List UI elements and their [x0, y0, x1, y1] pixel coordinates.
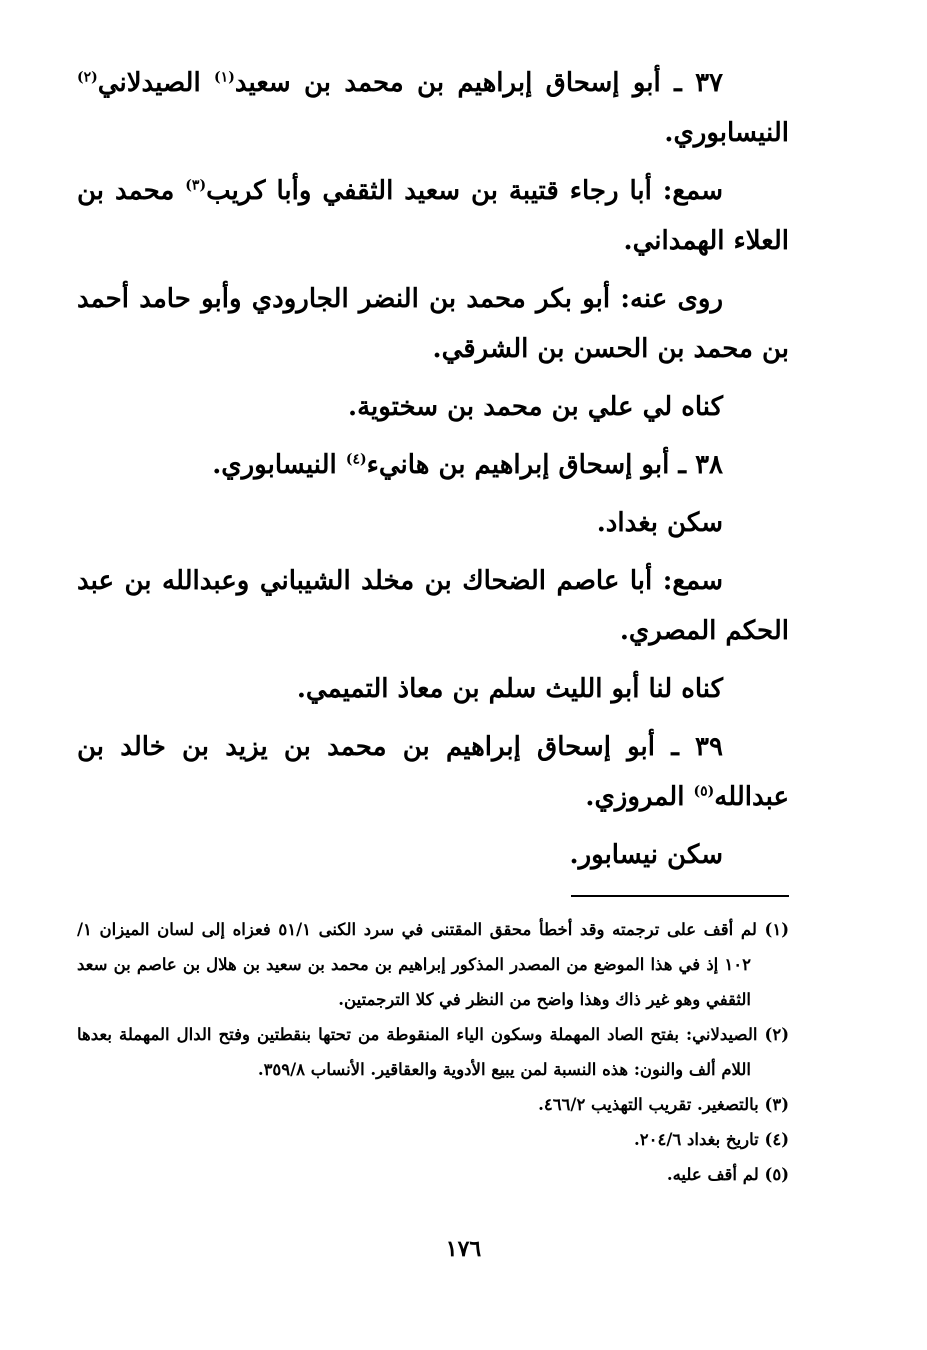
- footnote-ref-1: (١): [214, 69, 235, 86]
- page-number: ١٧٦: [445, 1236, 482, 1262]
- entry-38-heard-from: سمع: أبا عاصم الضحاك بن مخلد الشيباني وعبدالله بن عبد الحكم المصري.: [77, 566, 789, 646]
- footnote-ref-5: (٥): [693, 783, 715, 800]
- entry-name-nisba-2: النيسابوري.: [664, 118, 789, 148]
- entry-name-nisba: النيسابوري.: [212, 450, 337, 480]
- main-text: [77, 58, 789, 880]
- entry-38-heading: [77, 440, 789, 490]
- footnote-1: (١) لم أقف على ترجمته وقد أخطأ محقق المقتنى في سرد الكنى ٥١/١ فعزاه إلى لسان الميزان ١/ ١٠٢ إذ في هذا الموضع من المصدر المذكور إبراهيم بن محمد بن سعيد بن هلال بن عاصم بن سعد الثقفي وهو غير ذاك وهذا واضح من النظر في كلا الترجمتين.: [77, 920, 789, 1009]
- entry-37-kunya-source: كناه لي علي بن محمد بن سختوية.: [348, 392, 723, 422]
- heard-text: سمع: أبا رجاء قتيبة بن سعيد الثقفي وأبا كريب: [206, 176, 723, 206]
- entry-number: ٣٩: [695, 732, 723, 762]
- entry-39-residence: سكن نيسابور.: [569, 840, 723, 870]
- entry-name: أبو إسحاق إبراهيم بن محمد بن سعيد: [234, 68, 661, 98]
- heard-text-2: محمد بن العلاء الهمداني.: [77, 176, 789, 256]
- entry-name: أبو إسحاق إبراهيم بن هانيء: [366, 450, 670, 480]
- entry-38-residence: سكن بغداد.: [596, 508, 723, 538]
- entry-37-heard-from: [77, 166, 789, 266]
- entry-39-heading: [77, 722, 789, 822]
- entry-dash: ـ: [674, 68, 682, 98]
- entry-number: ٣٧: [695, 68, 724, 98]
- footnote-4: (٤) تاريخ بغداد ٢٠٤/٦.: [634, 1130, 789, 1149]
- footnote-ref-3: (٣): [185, 177, 207, 194]
- footnote-separator: [571, 895, 789, 897]
- footnote-5: (٥) لم أقف عليه.: [666, 1165, 789, 1184]
- footnote-ref-4: (٤): [345, 451, 367, 468]
- footnote-3: (٣) بالتصغير. تقريب التهذيب ٤٦٦/٢.: [538, 1095, 789, 1114]
- entry-37-heading: [77, 58, 789, 158]
- entry-name-nisba: الصيدلاني: [97, 68, 201, 98]
- entry-dash: ـ: [671, 732, 679, 762]
- entry-38-kunya-source: كناه لنا أبو الليث سلم بن معاذ التميمي.: [296, 674, 723, 704]
- entry-name-nisba: المروزي.: [585, 782, 685, 812]
- entry-dash: ـ: [678, 450, 686, 480]
- footnote-2: (٢) الصيدلاني: بفتح الصاد المهملة وسكون الياء المنقوطة من تحتها بنقطتين وفتح الدال المهملة بعدها اللام ألف والنون: هذه النسبة لمن يبيع الأدوية والعقاقير. الأنساب ٣٥٩/٨.: [77, 1025, 789, 1079]
- entry-name: أبو إسحاق إبراهيم بن محمد بن يزيد بن خالد بن عبدالله: [77, 732, 789, 812]
- entry-number: ٣٨: [695, 450, 723, 480]
- footnotes: [77, 912, 789, 1192]
- entry-37-narrated-by: روى عنه: أبو بكر محمد بن النضر الجارودي وأبو حامد أحمد بن محمد بن الحسن بن الشرقي.: [77, 284, 789, 364]
- footnote-ref-2: (٢): [77, 69, 98, 86]
